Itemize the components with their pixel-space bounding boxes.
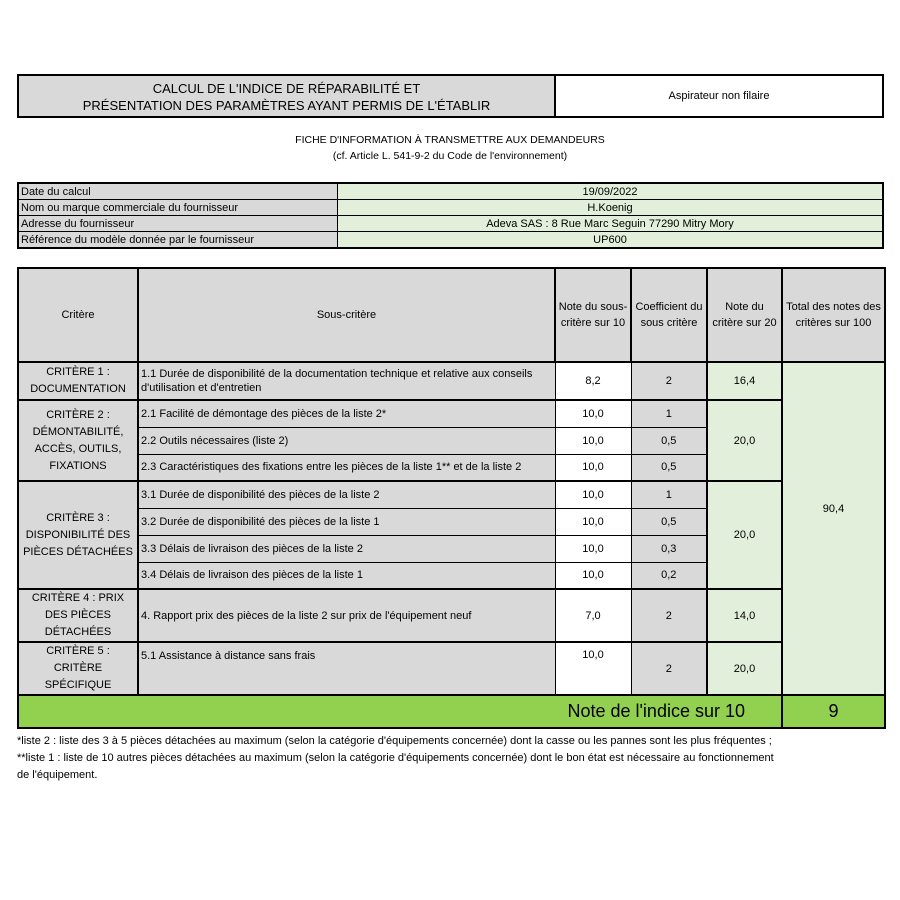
footnote-liste-1: **liste 1 : liste de 10 autres pièces détachées au maximum (selon la catégorie d'équipements concernée) dont le bon état est nécessaire au fonctionnement [17,752,774,764]
subcriterion-note: 10,0 [555,642,631,695]
criterion-2-note: 20,0 [707,400,782,481]
subcriterion-label: 3.3 Délais de livraison des pièces de la liste 2 [138,535,555,562]
header-coefficient: Coefficient du sous critère [631,268,707,362]
info-value: H.Koenig [338,200,884,216]
info-label: Référence du modèle donnée par le fournisseur [18,232,338,249]
header-critere: Critère [18,268,138,362]
footnote-liste-1-continued: de l'équipement. [17,769,98,781]
header-note-sur-10: Note du sous-critère sur 10 [555,268,631,362]
subcriterion-coef: 0,2 [631,562,707,589]
footnote-liste-2: *liste 2 : liste des 3 à 5 pièces détachées au maximum (selon la catégorie d'équipements concernée) dont la casse ou les pannes sont les plus fréquentes ; [17,735,772,747]
table-row [18,642,885,695]
subcriterion-note: 7,0 [555,589,631,642]
title-line-2: PRÉSENTATION DES PARAMÈTRES AYANT PERMIS DE L'ÉTABLIR [82,98,491,113]
supplier-info-table [17,182,884,249]
table-row [18,589,885,642]
info-label: Adresse du fournisseur [18,216,338,232]
header-total-sur-100: Total des notes des critères sur 100 [782,268,885,362]
info-value: Adeva SAS : 8 Rue Marc Seguin 77290 Mitry Mory [338,216,884,232]
table-row [18,362,885,400]
info-value: 19/09/2022 [338,183,884,200]
document-title [17,74,554,118]
info-label: Nom ou marque commerciale du fournisseur [18,200,338,216]
subcriterion-label: 2.1 Facilité de démontage des pièces de la liste 2* [138,400,555,427]
subcriterion-note: 10,0 [555,454,631,481]
subcriterion-label: 3.1 Durée de disponibilité des pièces de la liste 2 [138,481,555,508]
final-score-label: Note de l'indice sur 10 [18,695,782,728]
criterion-5-note: 20,0 [707,642,782,695]
title-line-1: CALCUL DE L'INDICE DE RÉPARABILITÉ ET [152,81,421,96]
table-row [18,400,885,427]
info-row [18,216,883,232]
criterion-4-note: 14,0 [707,589,782,642]
subcriterion-coef: 2 [631,362,707,400]
info-value: UP600 [338,232,884,249]
info-label: Date du calcul [18,183,338,200]
subcriterion-coef: 0,5 [631,508,707,535]
subcriterion-label: 4. Rapport prix des pièces de la liste 2 sur prix de l'équipement neuf [138,589,555,642]
criterion-4-name: CRITÈRE 4 : PRIX DES PIÈCES DÉTACHÉES [18,589,138,642]
subcriterion-coef: 1 [631,400,707,427]
total-score: 90,4 [782,362,885,695]
subcriterion-coef: 2 [631,589,707,642]
criterion-1-name: CRITÈRE 1 : DOCUMENTATION [18,362,138,400]
product-type: Aspirateur non filaire [554,74,884,118]
subcriterion-coef: 0,5 [631,427,707,454]
final-score-row [18,695,885,728]
subcriterion-label: 5.1 Assistance à distance sans frais [138,642,555,695]
subcriterion-note: 10,0 [555,508,631,535]
criterion-5-name: CRITÈRE 5 : CRITÈRE SPÉCIFIQUE [18,642,138,695]
table-row [18,481,885,508]
repairability-score-table [17,267,886,729]
subcriterion-label: 2.3 Caractéristiques des fixations entre les pièces de la liste 1** et de la liste 2 [138,454,555,481]
subcriterion-note: 10,0 [555,481,631,508]
subcriterion-note: 8,2 [555,362,631,400]
info-row [18,183,883,200]
subcriterion-label: 3.2 Durée de disponibilité des pièces de la liste 1 [138,508,555,535]
criterion-3-note: 20,0 [707,481,782,589]
final-score-value: 9 [782,695,885,728]
subcriterion-note: 10,0 [555,400,631,427]
criterion-1-note: 16,4 [707,362,782,400]
info-row [18,200,883,216]
subcriterion-note: 10,0 [555,535,631,562]
info-row [18,232,883,249]
header-sous-critere: Sous-critère [138,268,555,362]
subcriterion-label: 2.2 Outils nécessaires (liste 2) [138,427,555,454]
subcriterion-coef: 2 [631,642,707,695]
footnotes [17,733,877,784]
subcriterion-coef: 1 [631,481,707,508]
header-note-sur-20: Note du critère sur 20 [707,268,782,362]
subcriterion-coef: 0,5 [631,454,707,481]
subheading-line-2: (cf. Article L. 541-9-2 du Code de l'environnement) [332,150,568,162]
subcriterion-label: 1.1 Durée de disponibilité de la documentation technique et relative aux conseils d'utilisation et d'entretien [138,362,555,400]
subheading-line-1: FICHE D'INFORMATION À TRANSMETTRE AUX DEMANDEURS [295,134,605,146]
subcriterion-note: 10,0 [555,427,631,454]
criterion-2-name: CRITÈRE 2 : DÉMONTABILITÉ, ACCÈS, OUTILS, FIXATIONS [18,400,138,481]
subcriterion-label: 3.4 Délais de livraison des pièces de la liste 1 [138,562,555,589]
criterion-3-name: CRITÈRE 3 : DISPONIBILITÉ DES PIÈCES DÉTACHÉES [18,481,138,589]
subcriterion-coef: 0,3 [631,535,707,562]
subcriterion-note: 10,0 [555,562,631,589]
